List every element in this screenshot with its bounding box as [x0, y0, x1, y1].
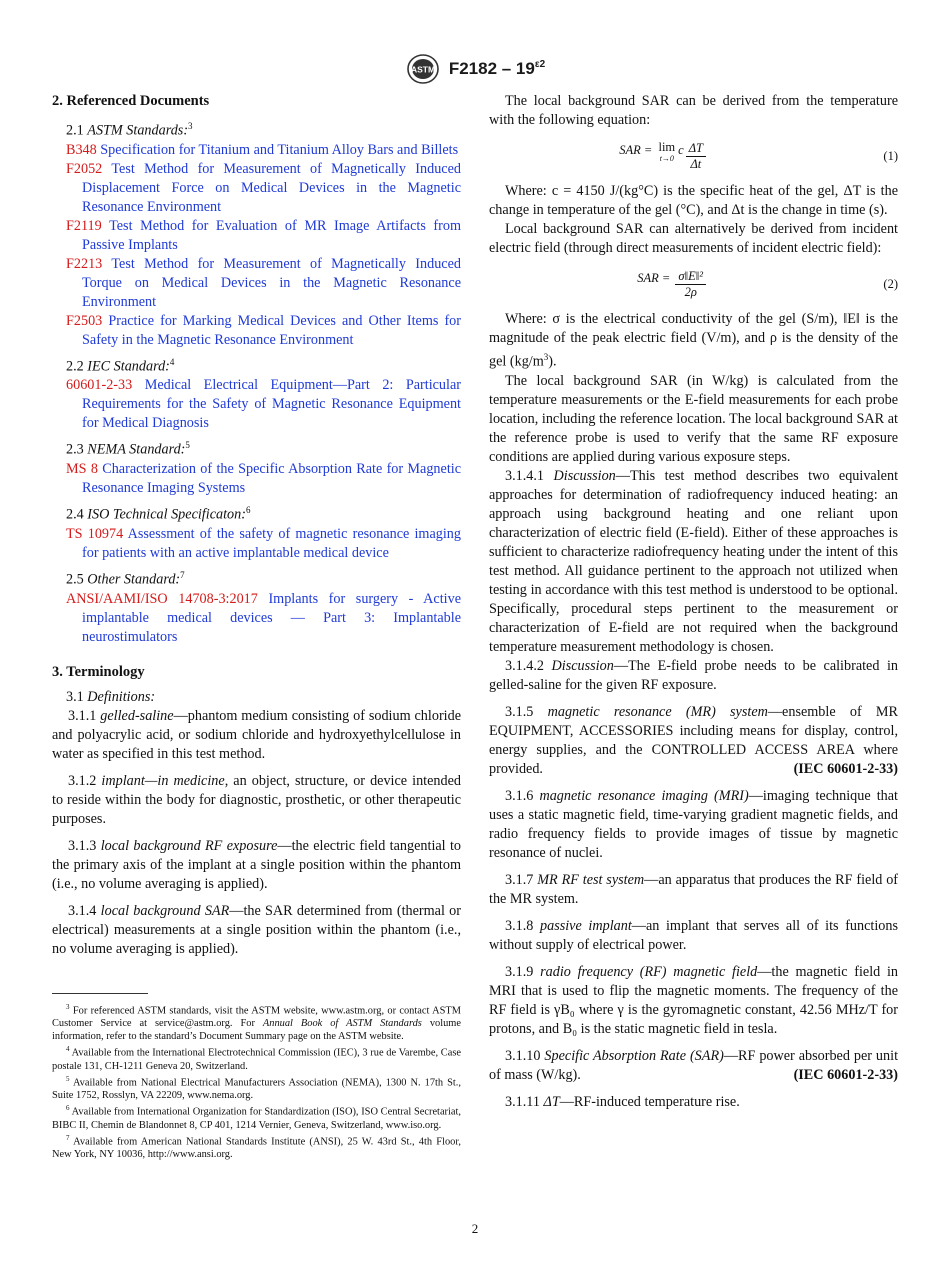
reference-title-link[interactable]: Test Method for Evaluation of MR Image Artifacts from Passive Implants: [82, 217, 461, 253]
reference-item[interactable]: [52, 141, 461, 160]
reference-title-link[interactable]: Medical Electrical Equipment—Part 2: Particular Requirements for the Safety of Magnetic Resonance Equipment for Medical Diagnosis: [82, 377, 461, 432]
reference-item[interactable]: [52, 376, 461, 433]
nema-reference-list: [52, 460, 461, 498]
iec-tag: (IEC 60601-2-33): [793, 760, 898, 777]
footnote-6: $^6$ Available from International Organization for Standardization (ISO), ISO Central Secretariat, BIBC II, Chemin de Blandonnet 8, CP 401, 1214 Vernier, Geneva, Switzerland, www.iso.org.: [52, 1104, 462, 1131]
reference-item[interactable]: [52, 525, 461, 563]
section-3-title: 3. Terminology: [52, 663, 145, 680]
sar-temperature-intro: The local background SAR can be derived from the temperature with the following equation:: [489, 93, 898, 128]
discussion-3-1-4-2: 3.1.4.2 Discussion—The E-field probe needs to be calibrated in gelled-saline for the given RF exposure.: [489, 657, 898, 693]
nema-standard-heading: 2.3 NEMA Standard:$^5$: [66, 440, 190, 459]
equation-2: SAR = $\frac{\text{σ‖E‖²}}{2\rho}$ (2): [637, 268, 898, 299]
equation-2-label: (2): [883, 276, 898, 291]
reference-item[interactable]: [52, 590, 461, 647]
svg-text:ASTM: ASTM: [410, 64, 435, 75]
equation-1-where: Where: c = 4150 J/(kg°C) is the specific heat of the gel, ΔT is the change in temperature of the gel (°C), and Δt is the change in time (s).: [489, 183, 898, 218]
reference-title-link[interactable]: Implants for surgery - Active implantable medical devices — Part 3: Implantable neurostimulators: [82, 590, 461, 645]
astm-reference-list: [52, 141, 461, 350]
reference-item[interactable]: [52, 217, 461, 255]
reference-title-link[interactable]: Practice for Marking Medical Devices and Other Items for Safety in the Magnetic Resonance Environment: [82, 312, 462, 348]
efield-alternative: Local background SAR can alternatively be derived from incident electric field (through direct measurements of incident electric field):: [489, 221, 898, 256]
definition-3-1-7: 3.1.7 MR RF test system—an apparatus that produces the RF field of the MR system.: [489, 871, 899, 907]
left-column: [52, 92, 461, 959]
footnote-3: $^3$ For referenced ASTM standards, visit the ASTM website, www.astm.org, or contact ASTM Customer Service at service@astm.org. For Annual Book of ASTM Standards volume information, refer to the standard’s Document Summary page on the ASTM website.: [52, 1003, 461, 1043]
reference-code-link[interactable]: F2119: [66, 217, 102, 234]
right-column: [489, 92, 898, 1112]
reference-code-link[interactable]: ANSI/AAMI/ISO 14708-3:2017: [66, 590, 258, 607]
reference-title-link[interactable]: Test Method for Measurement of Magnetically Induced Displacement Force on Medical Devices in the Magnetic Resonance Environment: [82, 160, 461, 215]
equation-1: SAR = lim t→0 c $\frac{\Delta T}{\Delta t}$ (1): [619, 139, 898, 171]
reference-item[interactable]: [52, 460, 461, 498]
reference-item[interactable]: [52, 160, 461, 217]
reference-title-link[interactable]: Characterization of the Specific Absorption Rate for Magnetic Resonance Imaging Systems: [82, 461, 462, 497]
astm-standards-heading: 2.1 ASTM Standards:$^3$: [66, 121, 193, 139]
equation-1-label: (1): [883, 148, 898, 163]
definition-3-1-10: 3.1.10 Specific Absorption Rate (SAR)—RF power absorbed per unit of mass (W/kg). (IEC 60601-2-33): [489, 1047, 899, 1083]
reference-code-link[interactable]: MS 8: [66, 461, 98, 478]
discussion-3-1-4-1: 3.1.4.1 Discussion—This test method describes two equivalent approaches for determination of radiofrequency induced heating: an approach using background heating and one reliant upon characterization of electric field (E-field). Either of these approaches is sufficient to characterize radiofrequency heating under the intent of this test method. All guidance pertinent to the approach not utilized when testing in accordance with this test method is understood to be optional. Specifically, procedural steps pertinent to the measurement or characterization of E-field are not required when the background temperature measurement methodology is chosen.: [489, 467, 899, 655]
reference-item[interactable]: [52, 312, 461, 350]
reference-title-link[interactable]: Assessment of the safety of magnetic resonance imaging for patients with an active implantable medical device: [82, 525, 461, 561]
page-number: 2: [471, 1221, 479, 1236]
footnote-7: $^7$ Available from American National Standards Institute (ANSI), 25 W. 43rd St., 4th Floor, New York, NY 10036, http://www.ansi.org.: [52, 1133, 461, 1161]
document-designation: $F2182 - 19^{\varepsilon 2}$: [448, 59, 546, 78]
section-2-title: 2. Referenced Documents: [52, 93, 210, 109]
definition-3-1-9: 3.1.9 radio frequency (RF) magnetic field—the magnetic field in MRI that is used to flip the magnetic moments. The frequency of the RF field is γB₀ where γ is the gyromagnetic constant, 42.56 MHz/T for protons, and B₀ is the static magnetic field in tesla.: [489, 963, 899, 1037]
iso-spec-heading: 2.4 ISO Technical Specificaton:$^6$: [66, 505, 251, 523]
reference-code-link[interactable]: B348: [66, 141, 97, 158]
local-sar-calculation: The local background SAR (in W/kg) is calculated from the temperature measurements or the E-field measurements for each probe location, including the reference location. The local background SAR at the reference probe is used to verify that the same RF exposure conditions are applied during various exposure steps.: [489, 372, 898, 465]
other-reference-list: [52, 590, 461, 647]
astm-logo-icon: [405, 53, 441, 85]
reference-title-link[interactable]: Specification for Titanium and Titanium Alloy Bars and Billets: [100, 141, 459, 158]
footnote-4: $^4$ Available from the International Electrotechnical Commission (IEC), 3 rue de Varembe, Case postale 131, CH-1211 Geneva 20, Switzerland.: [52, 1045, 461, 1072]
definition-3-1-6: 3.1.6 magnetic resonance imaging (MRI)—imaging technique that uses a static magnetic field, time-varying gradient magnetic fields, and radio frequency fields to provide images of tissue by magnetic resonance of nuclei.: [489, 787, 898, 861]
iec-standard-heading: 2.2 IEC Standard:$^4$: [66, 356, 175, 375]
definition-3-1-5: 3.1.5 magnetic resonance (MR) system—ensemble of MR EQUIPMENT, ACCESSORIES including means for display, control, energy supplies, and the CONTROLLED ACCESS AREA where provided. (IEC 60601-2-33): [489, 703, 898, 777]
reference-code-link[interactable]: F2052: [66, 160, 103, 177]
reference-code-link[interactable]: 60601-2-33: [66, 377, 133, 394]
iec-reference-list: [52, 376, 461, 433]
definition-3-1-2: 3.1.2 implant—in medicine, an object, structure, or device intended to reside within the body for diagnostic, prosthetic, or other therapeutic purposes.: [52, 772, 461, 827]
reference-code-link[interactable]: F2213: [66, 255, 103, 272]
definition-3-1-11: 3.1.11 ΔT—RF-induced temperature rise.: [505, 1093, 740, 1110]
other-standard-heading: 2.5 Other Standard:$^7$: [66, 569, 185, 588]
page-header: [0, 52, 950, 86]
footnote-divider: [52, 993, 148, 994]
reference-code-link[interactable]: TS 10974: [66, 525, 124, 542]
footnotes: [52, 1001, 461, 1161]
iso-reference-list: [52, 525, 461, 563]
definition-3-1-1: 3.1.1 gelled-saline—phantom medium consisting of sodium chloride and polyacrylic acid, or sodium chloride and hydroxyethylcellulose in water as specified in this test method.: [52, 707, 461, 762]
footnote-5: $^5$ Available from National Electrical Manufacturers Association (NEMA), 1300 N. 17th St., Suite 1752, Rosslyn, VA 22209, www.nema.org.: [52, 1074, 461, 1102]
definition-3-1-3: 3.1.3 local background RF exposure—the electric field tangential to the primary axis of the implant at a single position within the phantom (i.e., no volume averaging is applied).: [52, 837, 461, 892]
equation-2-where: Where: σ is the electrical conductivity of the gel (S/m), ‖E‖ is the magnitude of the peak electric field (V/m), and ρ is the density of the gel $(kg/m^3)$.: [489, 311, 898, 370]
iec-tag: (IEC 60601-2-33): [793, 1066, 898, 1083]
reference-item[interactable]: [52, 255, 461, 312]
definition-3-1-8: 3.1.8 passive implant—an implant that serves all of its functions without supply of electrical power.: [489, 917, 899, 953]
definition-3-1-4: 3.1.4 local background SAR—the SAR determined from (thermal or electrical) measurements at a single position within the phantom (i.e., no volume averaging is applied).: [52, 902, 462, 957]
reference-code-link[interactable]: F2503: [66, 312, 103, 329]
reference-title-link[interactable]: Test Method for Measurement of Magnetically Induced Torque on Medical Devices in the Magnetic Resonance Environment: [82, 255, 461, 310]
definitions-heading: 3.1 Definitions:: [66, 688, 156, 705]
